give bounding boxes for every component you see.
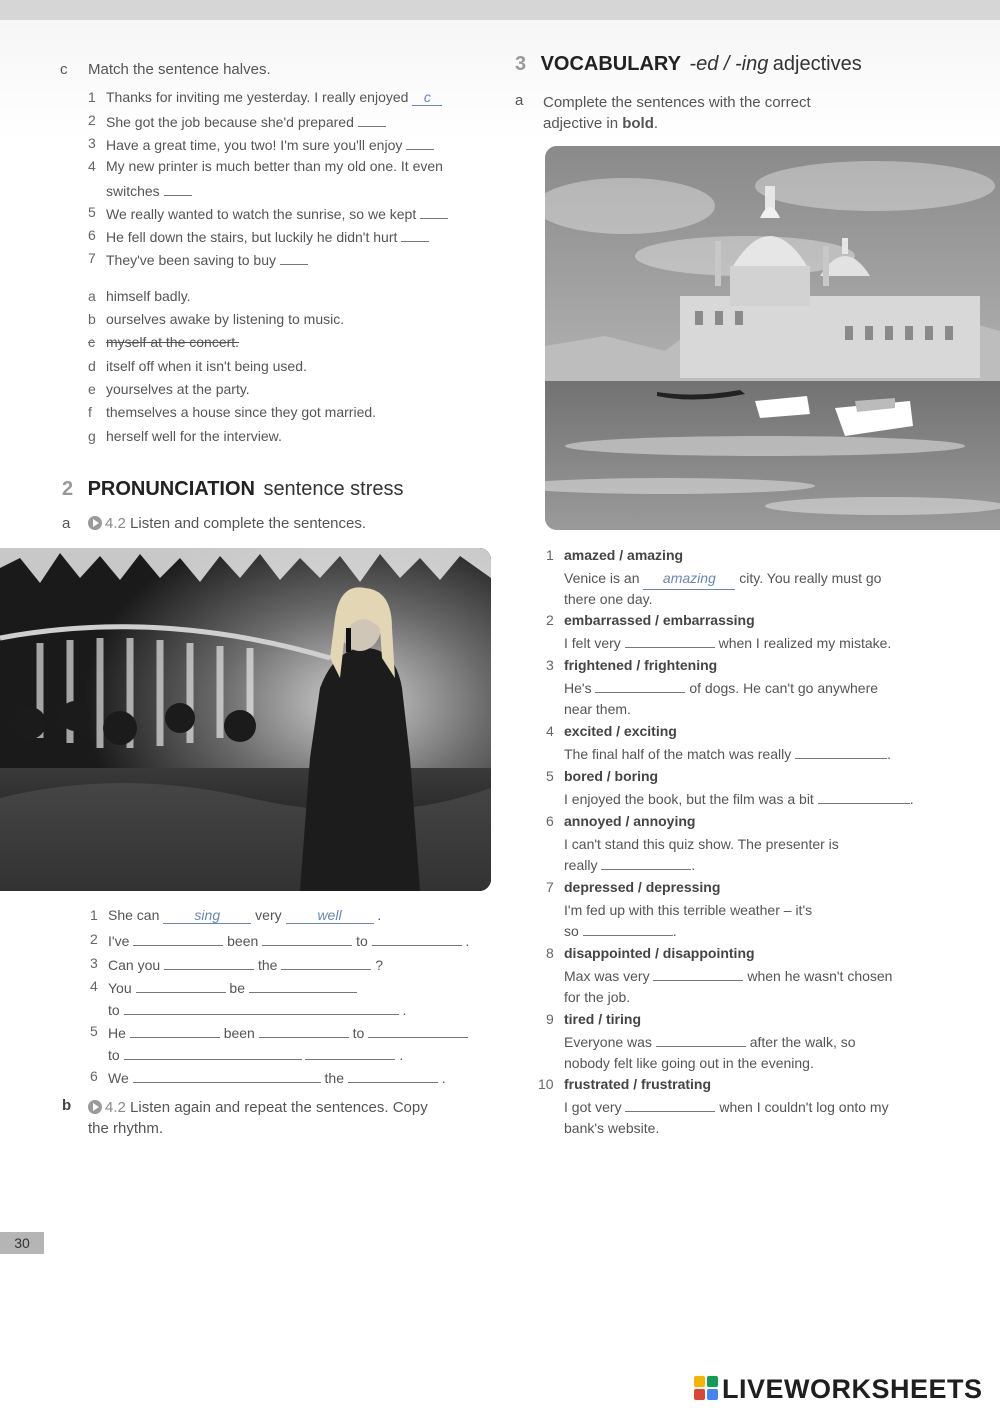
sentence-word: He [108,1025,126,1041]
task-text: adjective in [543,115,619,132]
scan-top-edge [0,0,1000,20]
audio-icon[interactable] [88,1100,102,1114]
item-number: 3 [90,955,98,971]
answer-blank[interactable] [653,966,743,981]
sentence-word: to [108,1002,120,1018]
adjective-pair: embarrassed / embarrassing [564,612,755,628]
answer-blank[interactable] [130,1023,220,1038]
item-number: 1 [546,547,554,563]
answer-blank[interactable] [601,855,691,870]
logo-square [694,1389,705,1400]
sentence-word: . [402,1002,407,1018]
sentence-line [564,921,677,942]
sentence-text: when I couldn't log onto my [719,1099,889,1115]
answer-blank[interactable] [164,955,254,970]
sentence-line [564,855,695,876]
sentence-text: The final half of the match was really [564,746,792,762]
sentence-text: so [564,923,579,939]
brand-name: LIVEWORKSHEETS [722,1374,983,1404]
sentence-word: be [229,980,245,996]
sentence-line [564,678,878,699]
sentence-line [108,978,357,996]
sentence-text: switches [106,183,160,199]
sentence-text: They've been saving to buy [106,252,277,268]
task-letter: b [62,1097,72,1114]
sentence-line [564,834,839,855]
item-number: 6 [88,227,96,243]
item-number: 7 [546,879,554,895]
sentence-word: She can [108,907,160,923]
answer-blank[interactable] [625,633,715,648]
venice-photo [545,146,1000,530]
answer-blank[interactable] [625,1097,715,1112]
sentence-line [108,1045,403,1063]
sentence-half [106,158,443,174]
sentence-line [564,789,914,810]
task-text: the rhythm. [88,1120,164,1137]
item-number: 9 [546,1011,554,1027]
answer-blank[interactable] [401,227,429,242]
sentence-word: . [377,907,382,923]
answer-blank[interactable] [305,1045,395,1060]
adjective-pair: frightened / frightening [564,657,718,673]
sentence-text: . [909,791,914,807]
sentence-word: I've [108,933,130,949]
sentence-text: . [887,746,892,762]
sentence-text: I got very [564,1099,622,1115]
ending-text: yourselves at the party. [106,381,250,397]
sentence-line: near them. [564,701,631,717]
section-subtitle: sentence stress [263,478,404,500]
sentence-text: She got the job because she'd prepared [106,114,354,130]
sentence-word: very [255,907,282,923]
adjective-pair: annoyed / annoying [564,813,696,829]
sentence-line [108,955,383,973]
section-heading [62,478,404,501]
item-number: 2 [546,612,554,628]
item-number: 7 [88,250,96,266]
ending-text: myself at the concert. [106,334,240,350]
ending-text: themselves a house since they got married. [106,404,377,420]
track-number: 4.2 [105,515,126,532]
ending-letter: e [88,381,96,397]
sentence-text: Everyone was [564,1034,652,1050]
ending-letter: a [88,288,96,304]
sentence-half [106,204,448,222]
sentence-half [106,112,386,130]
task-text: . [653,115,659,132]
answer-blank[interactable] [358,112,386,127]
answer-filled[interactable]: c [412,89,442,106]
answer-blank[interactable] [136,978,226,993]
answer-blank[interactable] [368,1023,468,1038]
sentence-text: city. You really must go [739,570,882,586]
sentence-word: to [108,1047,120,1063]
sentence-line: bank's website. [564,1120,660,1136]
sentence-word: been [227,933,259,949]
item-number: 4 [90,978,98,994]
answer-blank[interactable] [372,931,462,946]
logo-square [694,1376,705,1387]
answer-blank[interactable] [281,955,371,970]
answer-blank[interactable] [262,931,352,946]
sentence-text: Thanks for inviting me yesterday. I really enjoyed [106,89,409,105]
logo-square [707,1376,718,1387]
answer-blank[interactable] [259,1023,349,1038]
sentence-half [106,181,192,199]
section-title: PRONUNCIATION [87,478,255,500]
task-text: Listen and complete the sentences. [130,515,367,532]
sentence-text: My new printer is much better than my old one. It even [106,158,443,174]
answer-blank[interactable] [280,250,308,265]
item-number: 10 [538,1076,554,1092]
answer-blank[interactable] [133,931,223,946]
answer-blank[interactable] [595,678,685,693]
sentence-word: . [465,933,470,949]
task-text: Complete the sentences with the correct [543,94,811,111]
ending-letter: g [88,428,96,444]
sentence-text: I can't stand this quiz show. The presenter is [564,836,839,852]
singer-photo [0,548,491,891]
task-letter: a [62,515,71,532]
sentence-text: Max was very [564,968,650,984]
item-number: 2 [90,931,98,947]
section-number: 2 [62,478,74,500]
adjective-pair: excited / exciting [564,723,677,739]
sentence-half [106,135,434,153]
sentence-text: when he wasn't chosen [747,968,893,984]
sentence-line [564,900,812,921]
sentence-word: to [356,933,368,949]
sentence-line [564,744,891,765]
answer-filled[interactable]: sing [163,907,251,924]
answer-blank[interactable] [818,789,910,804]
answer-blank[interactable] [124,1045,302,1060]
sentence-word: We [108,1070,129,1086]
section-subtitle: adjectives [772,53,862,75]
exercise-letter: c [60,61,68,78]
section-title: VOCABULARY [540,53,681,75]
sentence-word: ? [375,957,383,973]
sentence-line: there one day. [564,591,653,607]
answer-blank[interactable] [249,978,357,993]
ending-letter: c [88,334,95,350]
answer-blank[interactable] [420,204,448,219]
page-number: 30 [0,1232,44,1254]
answer-blank[interactable] [124,1000,399,1015]
sentence-text: . [672,923,677,939]
adjective-pair: bored / boring [564,768,659,784]
answer-filled[interactable]: well [286,907,374,924]
exercise-instruction: Match the sentence halves. [88,61,271,78]
sentence-half [106,227,429,245]
sentence-text: I enjoyed the book, but the film was a bit [564,791,814,807]
item-number: 5 [546,768,554,784]
task-instruction [88,515,366,532]
sentence-line [108,1068,446,1086]
item-number: 6 [90,1068,98,1084]
sentence-text: of dogs. He can't go anywhere [689,680,879,696]
ending-letter: b [88,311,96,327]
answer-blank[interactable] [406,135,434,150]
sentence-text: Have a great time, you two! I'm sure you'll enjoy [106,137,403,153]
answer-blank[interactable] [656,1032,746,1047]
sentence-word: Can you [108,957,161,973]
sentence-word: . [399,1047,404,1063]
sentence-line [564,568,881,590]
adjective-pair: disappointed / disappointing [564,945,755,961]
ending-text: itself off when it isn't being used. [106,358,307,374]
answer-blank[interactable] [133,1068,321,1083]
ending-letter: d [88,358,96,374]
sentence-word: You [108,980,132,996]
adjective-pair: frustrated / frustrating [564,1076,712,1092]
adjective-pair: depressed / depressing [564,879,721,895]
task-instruction [88,1097,508,1139]
task-instruction [543,92,811,134]
task-text: Listen again and repeat the sentences. Copy [130,1099,428,1116]
item-number: 4 [546,723,554,739]
sentence-line [108,907,381,924]
item-number: 8 [546,945,554,961]
adjective-pair: tired / tiring [564,1011,641,1027]
item-number: 6 [546,813,554,829]
sentence-text: We really wanted to watch the sunrise, so we kept [106,206,417,222]
answer-blank[interactable] [795,744,887,759]
sentence-text: I'm fed up with this terrible weather – it's [564,902,813,918]
sentence-line [108,1023,468,1041]
sentence-half [106,250,308,268]
audio-icon[interactable] [88,516,102,530]
sentence-text: after the walk, so [749,1034,856,1050]
answer-blank[interactable] [164,181,192,196]
sentence-word: the [324,1070,344,1086]
sentence-word: to [352,1025,365,1041]
logo-square [707,1389,718,1400]
section-title-italic: -ed / -ing [689,53,769,75]
section-heading [515,53,862,76]
sentence-line: nobody felt like going out in the evening. [564,1055,814,1071]
sentence-line: for the job. [564,989,631,1005]
sentence-line [564,633,891,654]
answer-blank[interactable] [348,1068,438,1083]
track-number: 4.2 [105,1099,126,1116]
sentence-line [108,1000,406,1018]
venice-photo-graphic [545,146,1000,530]
sentence-text: I felt very [564,635,621,651]
singer-photo-graphic [0,548,491,891]
ending-text: himself badly. [106,288,191,304]
sentence-line [564,1097,889,1118]
task-letter: a [515,92,524,109]
answer-blank[interactable] [583,921,673,936]
sentence-text: . [691,857,696,873]
sentence-text: really [564,857,598,873]
item-number: 5 [90,1023,98,1039]
sentence-word: the [257,957,278,973]
sentence-text: when I realized my mistake. [718,635,892,651]
liveworksheets-logo-icon [694,1376,718,1400]
item-number: 3 [88,135,96,151]
item-number: 5 [88,204,96,220]
task-text-bold: bold [622,115,654,132]
sentence-half [106,89,442,106]
section-number: 3 [515,53,527,75]
item-number: 3 [546,657,554,673]
sentence-text: Venice is an [564,570,640,586]
sentence-text: He's [564,680,592,696]
ending-text: herself well for the interview. [106,428,282,444]
sentence-line [108,931,469,949]
sentence-word: . [441,1070,446,1086]
sentence-text: He fell down the stairs, but luckily he didn't hurt [106,229,398,245]
sentence-line [564,1032,856,1053]
answer-filled[interactable]: amazing [643,568,735,590]
sentence-word: been [223,1025,255,1041]
item-number: 1 [88,89,96,105]
item-number: 2 [88,112,96,128]
ending-text: ourselves awake by listening to music. [106,311,345,327]
item-number: 1 [90,907,98,923]
item-number: 4 [88,158,96,174]
ending-letter: f [88,404,92,420]
adjective-pair: amazed / amazing [564,547,684,563]
sentence-line [564,966,892,987]
